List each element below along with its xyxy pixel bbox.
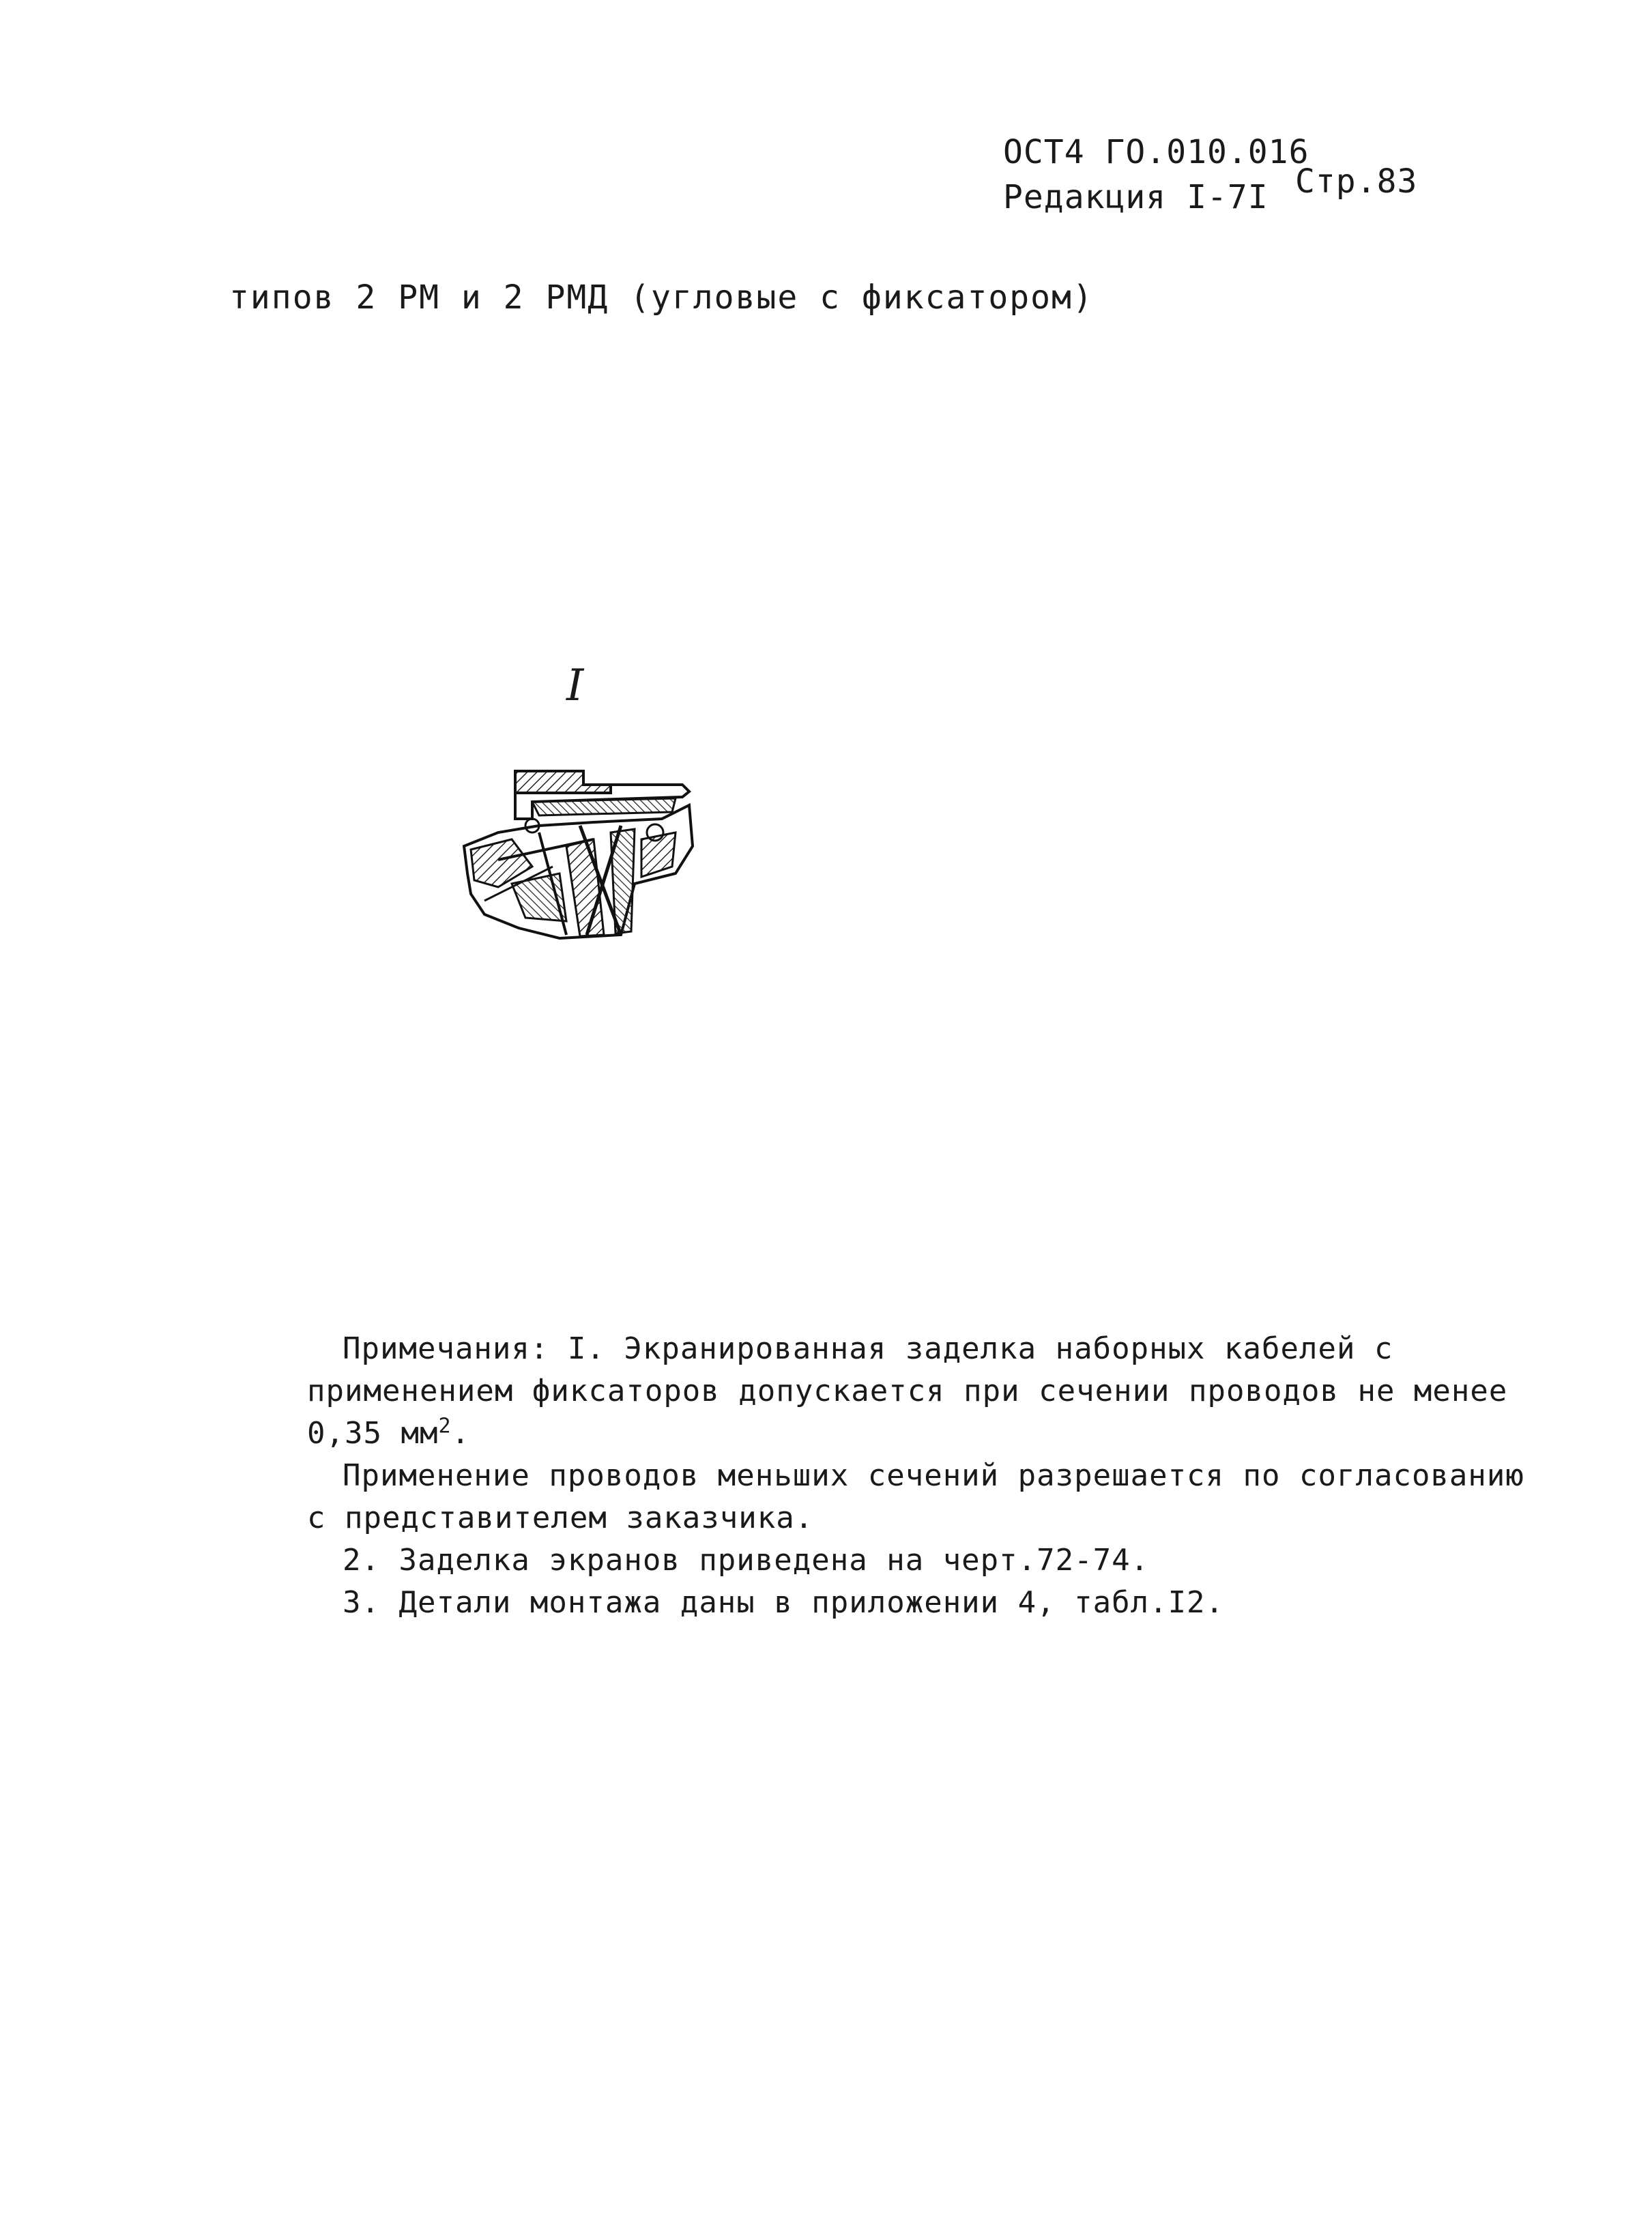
- note-1-line-3: [307, 1412, 1440, 1455]
- sentence-end: .: [451, 1416, 470, 1451]
- note-1-line-5: с представителем заказчика.: [307, 1501, 814, 1535]
- page-number: Стр.83: [1295, 162, 1418, 201]
- min-cross-section-value: 0,35 мм: [307, 1416, 439, 1451]
- detail-label: I: [566, 661, 584, 711]
- note-3: 3. Детали монтажа даны в приложении 4, табл.I2.: [343, 1585, 1225, 1620]
- unit-exponent: 2: [438, 1414, 452, 1438]
- note-1-line-2: применением фиксаторов допускается при сечении проводов не менее: [307, 1374, 1508, 1408]
- notes-section: [307, 1328, 1524, 1624]
- standard-number: ОСТ4 ГО.010.016: [1003, 133, 1309, 171]
- connector-section-drawing: [457, 764, 723, 955]
- note-1-line-1: Примечания: I. Экранированная заделка наборных кабелей с: [343, 1331, 1393, 1366]
- drawing-subtitle: типов 2 РМ и 2 РМД (угловые с фиксатором): [229, 278, 1094, 317]
- note-1-line-4: Применение проводов меньших сечений разрешается по согласованию: [343, 1458, 1524, 1493]
- edition-label: Редакция I-7I: [1003, 178, 1269, 216]
- note-2: 2. Заделка экранов приведена на черт.72-74.: [343, 1543, 1150, 1578]
- document-header: [1003, 130, 1309, 220]
